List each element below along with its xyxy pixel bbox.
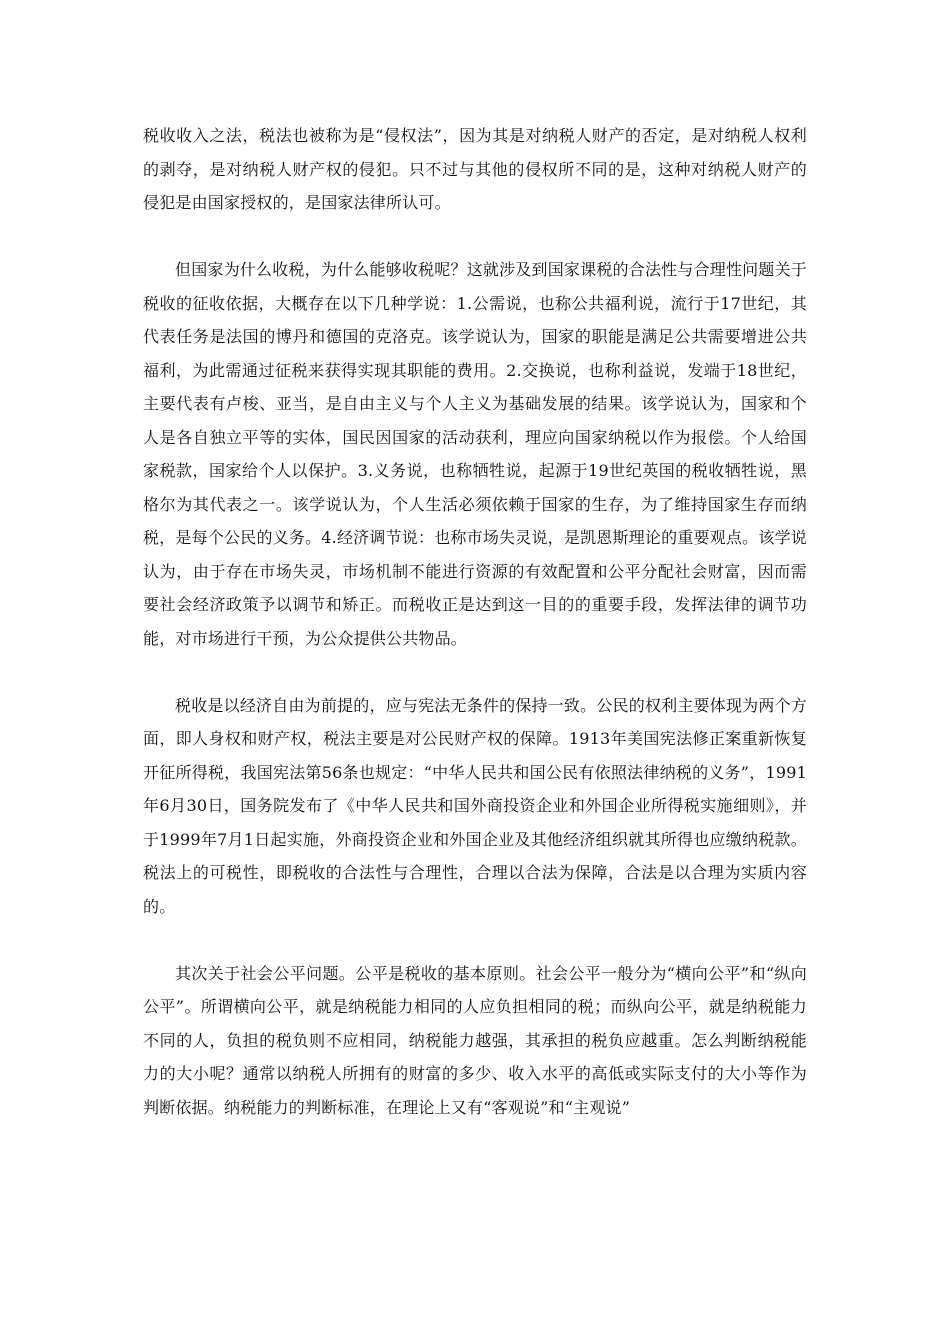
paragraph-spacer — [143, 220, 807, 254]
paragraph-spacer — [143, 923, 807, 957]
paragraph-3: 税收是以经济自由为前提的，应与宪法无条件的保持一致。公民的权利主要体现为两个方面，即人身权和财产权，税法主要是对公民财产权的保障。1913年美国宪法修正案重新恢复开征所得税，我国宪法第56条也规定：“中华人民共和国公民有依照法律纳税的义务”，1991年6月30日，国务院发布了《中华人民共和国外商投资企业和外国企业所得税实施细则》，并于1999年7月1日起实施，外商投资企业和外国企业及其他经济组织就其所得也应缴纳税款。税法上的可税性，即税收的合法性与合理性，合理以合法为保障，合法是以合理为实质内容的。 — [143, 695, 807, 916]
paragraph-spacer — [143, 655, 807, 689]
paragraph-4: 其次关于社会公平问题。公平是税收的基本原则。社会公平一般分为“横向公平”和“纵向公平”。所谓横向公平，就是纳税能力相同的人应负担相同的税；而纵向公平，就是纳税能力不同的人，负担的税负则不应相同，纳税能力越强，其承担的税负应越重。怎么判断纳税能力的大小呢？通常以纳税人所拥有的财富的多少、收入水平的高低或实际支付的大小等作为判断依据。纳税能力的判断标准，在理论上又有“客观说”和“主观说” — [143, 963, 807, 1117]
paragraph-2: 但国家为什么收税，为什么能够收税呢？这就涉及到国家课税的合法性与合理性问题关于税收的征收依据，大概存在以下几种学说：1.公需说，也称公共福利说，流行于17世纪，其代表任务是法国的博丹和德国的克洛克。该学说认为，国家的职能是满足公共需要增进公共福利，为此需通过征税来获得实现其职能的费用。2.交换说，也称利益说，发端于18世纪，主要代表有卢梭、亚当，是自由主义与个人主义为基础发展的结果。该学说认为，国家和个人是各自独立平等的实体，国民因国家的活动获利，理应向国家纳税以作为报偿。个人给国家税款，国家给个人以保护。3.义务说，也称牺牲说，起源于19世纪英国的税收牺牲说，黑格尔为其代表之一。该学说认为，个人生活必须依赖于国家的生存，为了维持国家生存而纳税，是每个公民的义务。4.经济调节说：也称市场失灵说，是凯恩斯理论的重要观点。该学说认为，由于存在市场失灵，市场机制不能进行资源的有效配置和公平分配社会财富，因而需要社会经济政策予以调节和矫正。而税收正是达到这一目的的重要手段，发挥法律的调节功能，对市场进行干预，为公众提供公共物品。 — [143, 260, 807, 648]
document-body — [143, 119, 807, 1124]
paragraph-1: 税收收入之法，税法也被称为是“侵权法”，因为其是对纳税人财产的否定，是对纳税人权利的剥夺，是对纳税人财产权的侵犯。只不过与其他的侵权所不同的是，这种对纳税人财产的侵犯是由国家授权的，是国家法律所认可。 — [143, 126, 807, 212]
